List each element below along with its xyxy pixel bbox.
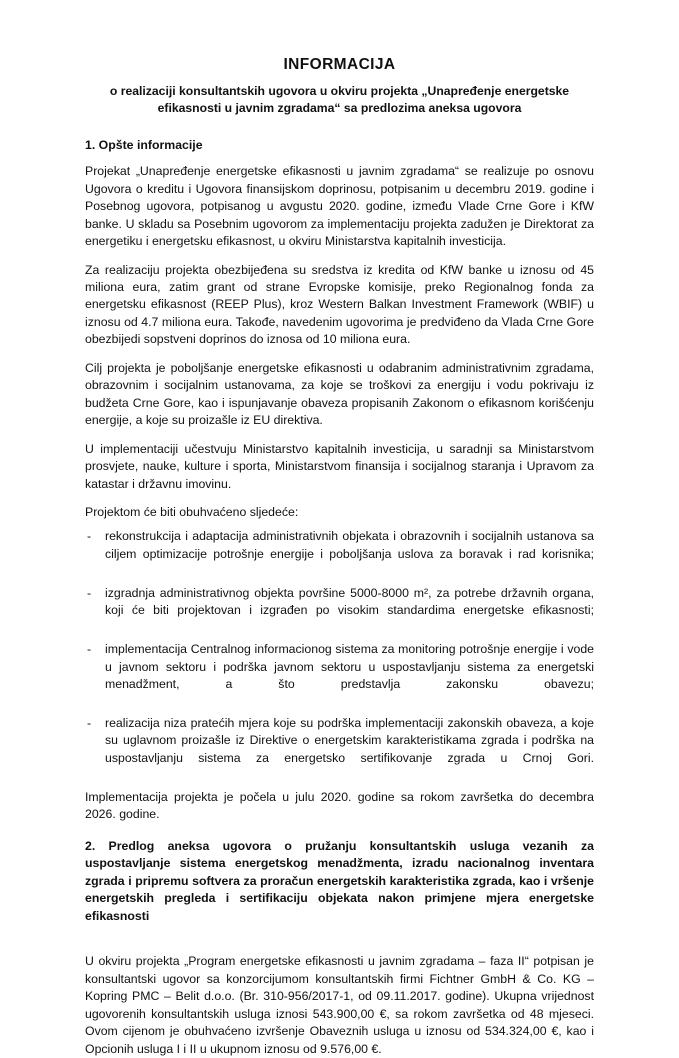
list-dash-marker: - (87, 715, 92, 730)
section-1-paragraph-3: Cilj projekta je poboljšanje energetske efikasnosti u odabranim administrativnim zgradama, obrazovnim i socijalnim ustanovama, za koje se troškovi za energiju i vodu pokrivaju iz budžeta Crne Gore, kao i ispunjavanje obaveza propisanih Zakonom o efikasnom korišćenju energije, a koje su proizašle iz EU direktiva. (85, 360, 594, 428)
section-2-paragraph-1: U okviru projekta „Program energetske efikasnosti u javnim zgradama – faza II“ potpisan je konsultantski ugovor sa konzorcijumom konsultantskih firmi Fichtner GmbH & Co. KG – Kopring PMC – Belit d.o.o. (Br. 310-956/2017-1, od 09.11.2017. godine). Ukupna vrijednost ugovorenih konsultantskih usluga iznosi 543.900,00 €, sa rokom završetka od 48 mjeseci. Ovom cijenom je obuhvaćeno izvršenje Obaveznih usluga u iznosu od 534.324,00 €, kao i Opcionih usluga I i II u ukupnom iznosu od 9.576,00 €. (85, 954, 594, 1056)
list-item-text: implementacija Centralnog informacionog sistema za monitoring potrošnje energije i vode u javnom sektoru i podrška javnom sektoru u uspostavljanju sistema za energetski menadžment, a što predstavlja zakonsku obavezu; (105, 642, 594, 692)
section-2-heading: 2. Predlog aneksa ugovora o pružanju konsultantskih usluga vezanih za uspostavljanje sistema energetskog menadžmenta, izradu nacionalnog inventara zgrada i pripremu softvera za proračun energetskih karakteristika zgrada, kao i vršenje energetskih pregleda i sertifikaciju objekata nakon primjene mjera energetske efikasnosti (85, 838, 594, 923)
document-subtitle: o realizaciji konsultantskih ugovora u okviru projekta „Unapređenje energetske efikasnosti u javnim zgradama“ sa predlozima aneksa ugovora (109, 84, 570, 115)
list-item (85, 715, 594, 785)
list-item-text: realizacija niza pratećih mjera koje su podrška implementaciji zakonskih obaveza, a koje su uglavnom proizašle iz Direktive o energetskim karakteristikama zgrada i podrška na uspostavljanju sistema za energetsko sertifikovanje zgrada u Crnoj Gori. (105, 715, 594, 765)
list-item (85, 528, 594, 580)
section-1-paragraph-1: Projekat „Unapređenje energetske efikasnosti u javnim zgradama“ se realizuje po osnovu Ugovora o kreditu i Ugovora finansijskom doprinosu, potpisanim u decembru 2019. godine i Posebnog ugovora, potpisanog u avgustu 2020. godine, između Vlade Crne Gore i KfW banke. U skladu sa Posebnim ugovorom za implementaciju projekta zadužen je Direktorat za energetiku i energetsku efikasnost, u okviru Ministarstva kapitalnih investicija. (85, 164, 594, 249)
page-title: INFORMACIJA (283, 56, 396, 73)
list-item (85, 585, 594, 637)
list-dash-marker: - (87, 642, 92, 657)
section-1-closing-paragraph: Implementacija projekta je počela u julu 2020. godine sa rokom završetka do decembra 2026. godine. (85, 789, 594, 822)
list-item-text: rekonstrukcija i adaptacija administrativnih objekata i obrazovnih i socijalnih ustanova sa ciljem optimizacije potrošnje energije i poboljšanja uslova za boravak i rad korisnika; (105, 529, 594, 561)
section-1-paragraph-2: Za realizaciju projekta obezbijeđena su sredstva iz kredita od KfW banke u iznosu od 45 miliona eura, zatim grant od strane Evropske komisije, preko Regionalnog fonda za energetsku efikasnost (REEP Plus), kroz Western Balkan Investment Framework (WBIF) u iznosu od 4.7 miliona eura. Takođe, navedenim ugovorima je predviđeno da Vlada Crne Gore obezbijedi sopstveni doprinos do iznosa od 10 miliona eura. (85, 262, 594, 347)
section-1-list-lead-in: Projektom će biti obuhvaćeno sljedeće: (85, 505, 299, 519)
list-dash-marker: - (87, 529, 92, 544)
section-1-paragraph-4: U implementaciji učestvuju Ministarstvo kapitalnih investicija, u saradnji sa Ministarstvom prosvjete, nauke, kulture i sporta, Ministarstvom finansija i socijalnog staranja i Upravom za katastar i državnu imovinu. (85, 441, 594, 491)
section-1-list (85, 528, 594, 784)
list-item-text: izgradnja administrativnog objekta površine 5000-8000 m², za potrebe državnih organa, koji će biti projektovan i izgrađen po visokim standardima energetske efikasnosti; (105, 585, 594, 618)
list-dash-marker: - (87, 585, 92, 600)
list-item (85, 641, 594, 711)
section-1-heading: 1. Opšte informacije (85, 138, 203, 153)
